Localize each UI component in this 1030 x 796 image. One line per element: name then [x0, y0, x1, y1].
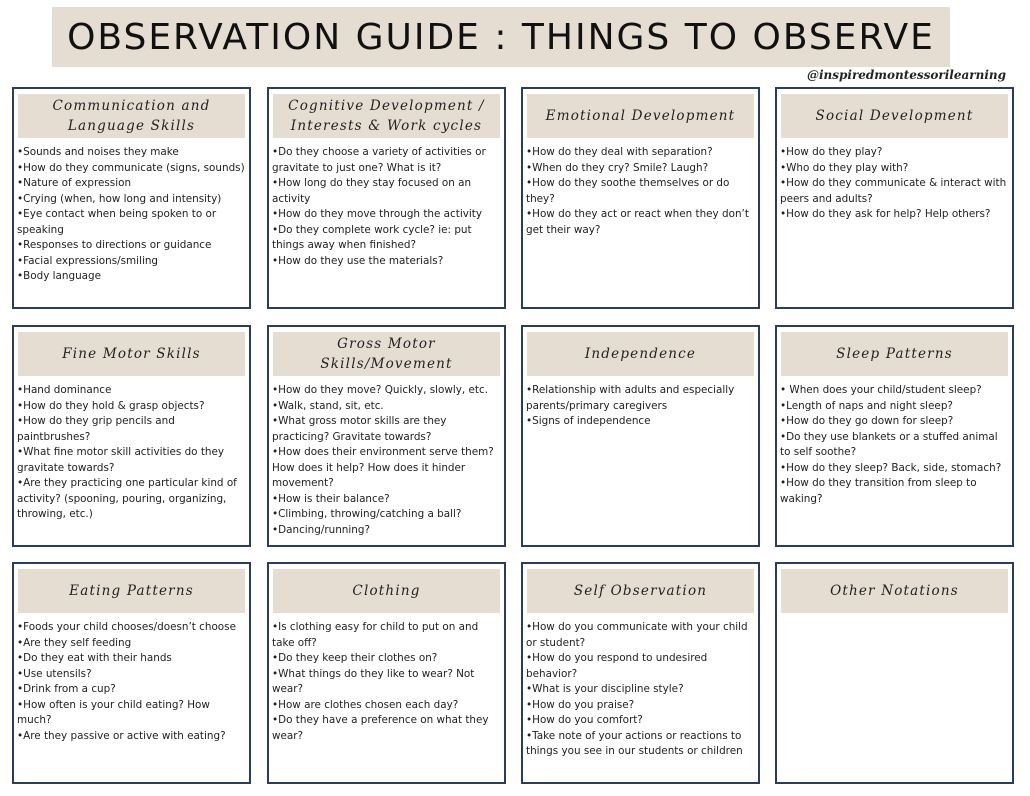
- card-social: [775, 87, 1014, 309]
- card-list: [272, 620, 500, 744]
- list-item: •How do they soothe themselves or do they?: [526, 177, 730, 205]
- list-item: •How do they move through the activity: [272, 208, 482, 220]
- card-eating: [12, 562, 251, 784]
- card-heading: Self Observation: [573, 583, 708, 599]
- card-sleep: [775, 325, 1014, 547]
- list-item: •Do they complete work cycle? ie: put things away when finished?: [272, 223, 472, 251]
- list-item: •Are they passive or active with eating?: [17, 729, 226, 742]
- card-list: [780, 383, 1008, 507]
- list-item: •Drink from a cup?: [17, 683, 116, 695]
- card-list: [526, 145, 754, 238]
- list-item: •Sounds and noises they make: [17, 146, 179, 158]
- card-self-observation: [521, 562, 760, 784]
- list-item: •How do they play?: [780, 146, 883, 158]
- card-heading-bar: [527, 569, 754, 613]
- list-item: •Do they have a preference on what they wear?: [272, 714, 489, 742]
- list-item: •Dancing/running?: [272, 523, 370, 536]
- list-item: •How do you respond to undesired behavior?: [526, 652, 708, 680]
- list-item: •Are they practicing one particular kind of activity? (spooning, pouring, organizing, throwing, etc.): [17, 477, 237, 520]
- card-heading-bar: [527, 332, 754, 376]
- list-item: •Are they self feeding: [17, 636, 132, 649]
- list-item: •What gross motor skills are they practicing? Gravitate towards?: [272, 415, 447, 443]
- list-item: •How long do they stay focused on an activity: [272, 177, 472, 205]
- card-heading-bar: [273, 332, 500, 376]
- list-item: •Do they choose a variety of activities or gravitate to just one? What is it?: [272, 146, 486, 174]
- list-item: •How do they sleep? Back, side, stomach?: [780, 461, 1002, 474]
- list-item: •How is their balance?: [272, 492, 390, 505]
- list-item: •Responses to directions or guidance: [17, 239, 212, 251]
- card-heading: Gross Motor Skills/Movement: [320, 336, 453, 372]
- list-item: •How are clothes chosen each day?: [272, 698, 459, 711]
- list-item: •Foods your child chooses/doesn’t choose: [17, 621, 236, 633]
- page-title: OBSERVATION GUIDE : THINGS TO OBSERVE: [67, 16, 935, 58]
- list-item: •Do they use blankets or a stuffed animal to self soothe?: [780, 430, 998, 458]
- card-heading: Fine Motor Skills: [62, 346, 201, 362]
- card-communication: [12, 87, 251, 309]
- list-item: •Nature of expression: [17, 177, 132, 189]
- list-item: •Hand dominance: [17, 384, 112, 396]
- card-clothing: [267, 562, 506, 784]
- list-item: •How often is your child eating? How much?: [17, 698, 210, 726]
- card-heading-bar: [273, 94, 500, 138]
- card-list: [272, 383, 500, 538]
- list-item: •How do they act or react when they don’t get their way?: [526, 208, 749, 236]
- card-heading-bar: [18, 332, 245, 376]
- card-fine-motor: [12, 325, 251, 547]
- card-heading: Social Development: [815, 108, 974, 124]
- card-heading-bar: [18, 569, 245, 613]
- list-item: •What is your discipline style?: [526, 683, 684, 695]
- list-item: •What fine motor skill activities do they gravitate towards?: [17, 446, 225, 474]
- card-heading-bar: [527, 94, 754, 138]
- card-list: [526, 383, 754, 430]
- list-item: •How do they deal with separation?: [526, 146, 713, 158]
- list-item: •Do they keep their clothes on?: [272, 652, 438, 664]
- list-item: •Climbing, throwing/catching a ball?: [272, 508, 462, 520]
- list-item: •Walk, stand, sit, etc.: [272, 399, 384, 412]
- list-item: •How does their environment serve them? How does it help? How does it hinder movement?: [272, 446, 494, 489]
- list-item: •When do they cry? Smile? Laugh?: [526, 161, 709, 174]
- list-item: •How do you praise?: [526, 698, 635, 711]
- list-item: •How do they communicate (signs, sounds): [17, 161, 245, 174]
- card-gross-motor: [267, 325, 506, 547]
- list-item: •How do they hold & grasp objects?: [17, 399, 205, 412]
- list-item: •Relationship with adults and especially parents/primary caregivers: [526, 384, 735, 412]
- list-item: •How do they transition from sleep to waking?: [780, 477, 977, 505]
- card-list: [17, 383, 245, 523]
- card-heading: Other Notations: [830, 583, 959, 599]
- list-item: •How do they communicate & interact with peers and adults?: [780, 177, 1007, 205]
- card-heading-bar: [781, 332, 1008, 376]
- list-item: •Use utensils?: [17, 667, 92, 680]
- list-item: •Do they eat with their hands: [17, 652, 172, 664]
- card-heading-bar: [18, 94, 245, 138]
- list-item: •Take note of your actions or reactions to things you see in our students or children: [526, 729, 743, 757]
- card-heading-bar: [781, 94, 1008, 138]
- card-heading-bar: [273, 569, 500, 613]
- list-item: •Crying (when, how long and intensity): [17, 192, 222, 205]
- card-heading: Communication and Language Skills: [52, 98, 211, 134]
- social-handle: @inspiredmontessorilearning: [806, 68, 1006, 82]
- list-item: •Signs of independence: [526, 415, 651, 427]
- card-list: [526, 620, 754, 760]
- card-other-notations: [775, 562, 1014, 784]
- list-item: •How do they go down for sleep?: [780, 415, 954, 427]
- list-item: •Body language: [17, 270, 102, 282]
- title-banner: [52, 7, 950, 67]
- card-heading-bar: [781, 569, 1008, 613]
- card-emotional: [521, 87, 760, 309]
- card-list: [17, 620, 245, 744]
- card-heading: Clothing: [352, 583, 421, 599]
- list-item: •Eye contact when being spoken to or speaking: [17, 208, 217, 236]
- list-item: •How do you communicate with your child or student?: [526, 621, 748, 649]
- card-cognitive: [267, 87, 506, 309]
- card-heading: Sleep Patterns: [836, 346, 953, 362]
- card-heading: Emotional Development: [545, 108, 736, 124]
- card-list: [272, 145, 500, 269]
- list-item: •How do they ask for help? Help others?: [780, 208, 991, 220]
- card-heading: Cognitive Development / Interests & Work cycles: [288, 98, 485, 134]
- card-heading: Independence: [584, 346, 697, 362]
- list-item: •How do they grip pencils and paintbrushes?: [17, 415, 175, 443]
- list-item: • When does your child/student sleep?: [780, 384, 982, 396]
- card-independence: [521, 325, 760, 547]
- card-heading: Eating Patterns: [69, 583, 194, 599]
- list-item: •Is clothing easy for child to put on and take off?: [272, 621, 479, 649]
- list-item: •Length of naps and night sleep?: [780, 399, 953, 412]
- list-item: •How do they use the materials?: [272, 254, 444, 267]
- card-list: [780, 145, 1008, 223]
- card-list: [17, 145, 245, 285]
- list-item: •Who do they play with?: [780, 161, 909, 174]
- list-item: •Facial expressions/smiling: [17, 254, 159, 267]
- list-item: •What things do they like to wear? Not wear?: [272, 667, 475, 695]
- list-item: •How do you comfort?: [526, 714, 643, 726]
- list-item: •How do they move? Quickly, slowly, etc.: [272, 384, 489, 396]
